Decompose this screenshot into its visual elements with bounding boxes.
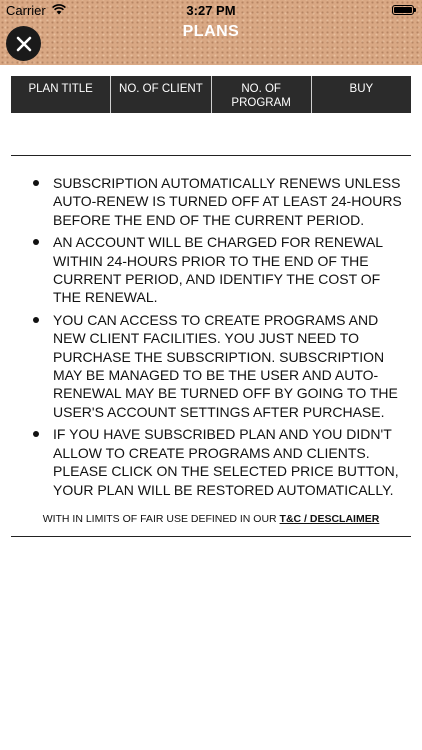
column-no-of-client: NO. OF CLIENT <box>110 76 210 113</box>
divider-bottom <box>11 536 411 537</box>
bullet-icon <box>33 317 39 323</box>
bullet-icon <box>33 431 39 437</box>
subscription-terms-list <box>31 174 411 503</box>
terms-item-text: AN ACCOUNT WILL BE CHARGED FOR RENEWAL WITHIN 24-HOURS PRIOR TO THE END OF THE CURRENT PERIOD, AND IDENTIFY THE COST OF THE RENEWAL. <box>53 234 383 306</box>
terms-item <box>31 233 411 307</box>
terms-item <box>31 311 411 421</box>
column-buy: BUY <box>311 76 411 113</box>
bullet-icon <box>33 239 39 245</box>
column-no-of-program: NO. OF PROGRAM <box>211 76 311 113</box>
terms-item <box>31 174 411 229</box>
divider-top <box>11 155 411 156</box>
column-plan-title: PLAN TITLE <box>28 83 93 95</box>
bullet-icon <box>33 180 39 186</box>
terms-item <box>31 425 411 499</box>
header-bar <box>0 0 422 65</box>
fair-use-note <box>0 513 422 525</box>
fair-use-text: WITH IN LIMITS OF FAIR USE DEFINED IN OUR <box>42 513 280 525</box>
status-bar <box>0 0 422 20</box>
carrier-label: Carrier <box>6 3 46 18</box>
plan-table-header <box>11 76 411 113</box>
terms-item-text: YOU CAN ACCESS TO CREATE PROGRAMS AND NEW CLIENT FACILITIES. YOU JUST NEED TO PURCHASE THE SUBSCRIPTION. SUBSCRIPTION MAY BE MANAGED TO BE THE USER AND AUTO-RENEWAL MAY BE TURNED OFF BY GOING TO THE USER'S ACCOUNT SETTINGS AFTER PURCHASE. <box>53 311 398 420</box>
battery-icon <box>392 5 414 15</box>
terms-item-text: IF YOU HAVE SUBSCRIBED PLAN AND YOU DIDN'T ALLOW TO CREATE PROGRAMS AND CLIENTS. PLEASE CLICK ON THE SELECTED PRICE BUTTON, YOUR PLAN WILL BE RESTORED AUTOMATICALLY. <box>53 426 399 498</box>
terms-item-text: SUBSCRIPTION AUTOMATICALLY RENEWS UNLESS AUTO-RENEW IS TURNED OFF AT LEAST 24-HOURS BEFORE THE END OF THE CURRENT PERIOD. <box>53 175 402 228</box>
tc-disclaimer-link[interactable]: T&C / DESCLAIMER <box>279 513 380 525</box>
page-title: PLANS <box>182 23 240 40</box>
status-time: 3:27 PM <box>186 3 236 18</box>
